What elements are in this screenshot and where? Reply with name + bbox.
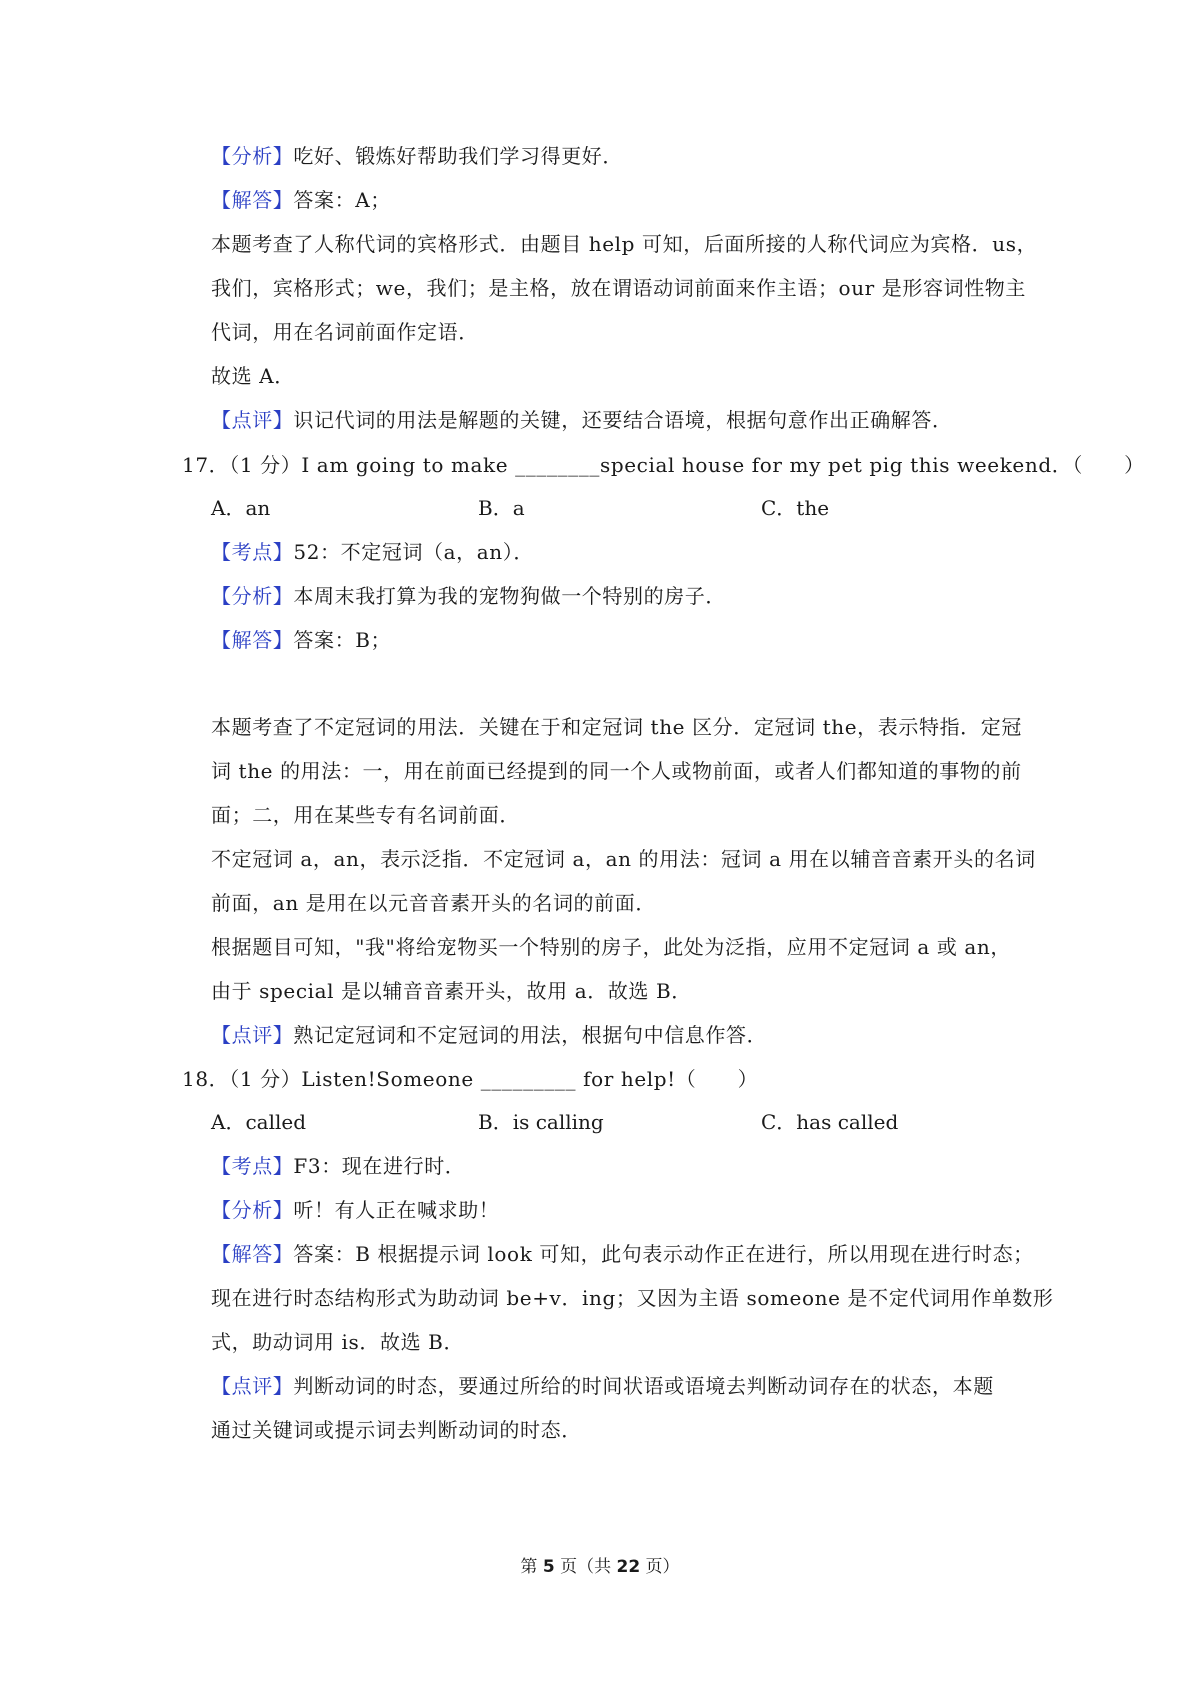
analysis-tag: 【分析】 [211, 584, 294, 608]
explain-line: 词 the 的用法：一，用在前面已经提到的同一个人或物前面，或者人们都知道的事物的前 [211, 759, 1022, 783]
explain-line: 根据题目可知，"我"将给宠物买一个特别的房子，此处为泛指，应用不定冠词 a 或 an， [211, 935, 1011, 959]
explain-line: 本题考查了不定冠词的用法．关键在于和定冠词 the 区分．定冠词 the，表示特指．定冠 [211, 715, 1022, 739]
footer-prefix: 第 [520, 1557, 543, 1577]
analysis-line [211, 582, 726, 610]
explain-line: 式，助动词用 is．故选 B． [211, 1330, 465, 1354]
answer-line [211, 186, 391, 214]
analysis-tag: 【分析】 [211, 144, 294, 168]
analysis-text: 听！有人正在喊求助！ [293, 1198, 500, 1222]
comment-tag: 【点评】 [211, 408, 294, 432]
page-number: 5 [542, 1557, 555, 1577]
kaodian-tag: 【考点】 [211, 1154, 294, 1178]
comment-text: 熟记定冠词和不定冠词的用法，根据句中信息作答． [293, 1023, 768, 1047]
answer-text: 答案：B 根据提示词 look 可知，此句表示动作正在进行，所以用现在进行时态； [293, 1242, 1034, 1266]
answer-line [211, 626, 391, 654]
analysis-line [211, 142, 623, 170]
kaodian-tag: 【考点】 [211, 540, 294, 564]
question-18-stem: 18．（1 分）Listen!Someone _________ for help!（ ） [182, 1067, 759, 1091]
comment-text: 判断动词的时态，要通过所给的时间状语或语境去判断动词存在的状态，本题 [293, 1374, 994, 1398]
choose-line: 故选 A． [211, 364, 295, 388]
comment-tag: 【点评】 [211, 1023, 294, 1047]
analysis-tag: 【分析】 [211, 1198, 294, 1222]
explain-line: 代词，用在名词前面作定语． [211, 320, 479, 344]
answer-text: 答案：A； [293, 188, 391, 212]
comment-line [211, 406, 953, 434]
analysis-line [211, 1196, 499, 1224]
kaodian-text: 52：不定冠词（a，an）． [293, 540, 534, 564]
option-c: C．the [761, 496, 830, 520]
comment-line: 通过关键词或提示词去判断动词的时态． [211, 1418, 582, 1442]
explain-line: 我们，宾格形式；we，我们；是主格，放在谓语动词前面来作主语；our 是形容词性物主 [211, 276, 1026, 300]
option-a: A．called [211, 1110, 306, 1134]
option-a: A．an [211, 496, 271, 520]
option-c: C．has called [761, 1110, 899, 1134]
answer-tag: 【解答】 [211, 628, 294, 652]
analysis-text: 吃好、锻炼好帮助我们学习得更好． [293, 144, 624, 168]
explain-line: 本题考查了人称代词的宾格形式．由题目 help 可知，后面所接的人称代词应为宾格．us， [211, 232, 1038, 256]
question-17-stem: 17．（1 分）I am going to make ________special house for my pet pig this weekend．（ ） [182, 453, 1145, 477]
option-b: B．a [478, 496, 525, 520]
kaodian-text: F3：现在进行时． [293, 1154, 466, 1178]
answer-tag: 【解答】 [211, 1242, 294, 1266]
page-total: 22 [616, 1557, 641, 1577]
comment-text: 识记代词的用法是解题的关键，还要结合语境，根据句意作出正确解答． [293, 408, 953, 432]
explain-line: 面；二，用在某些专有名词前面． [211, 803, 520, 827]
kaodian-line [211, 1152, 465, 1180]
answer-line [211, 1240, 1034, 1268]
explain-line: 不定冠词 a，an，表示泛指．不定冠词 a，an 的用法：冠词 a 用在以辅音音素开头的名词 [211, 847, 1036, 871]
comment-line [211, 1021, 767, 1049]
answer-text: 答案：B； [293, 628, 392, 652]
comment-line [211, 1372, 994, 1400]
explain-line: 由于 special 是以辅音音素开头，故用 a．故选 B． [211, 979, 692, 1003]
explain-line: 现在进行时态结构形式为助动词 be+v．ing；又因为主语 someone 是不定代词用作单数形 [211, 1286, 1054, 1310]
comment-tag: 【点评】 [211, 1374, 294, 1398]
explain-line: 前面，an 是用在以元音音素开头的名词的前面． [211, 891, 656, 915]
footer-middle: 页（共 [554, 1557, 617, 1577]
answer-tag: 【解答】 [211, 188, 294, 212]
option-b: B．is calling [478, 1110, 604, 1134]
analysis-text: 本周末我打算为我的宠物狗做一个特别的房子． [293, 584, 727, 608]
page-footer [0, 1555, 1200, 1579]
kaodian-line [211, 538, 534, 566]
footer-suffix: 页） [640, 1557, 680, 1577]
